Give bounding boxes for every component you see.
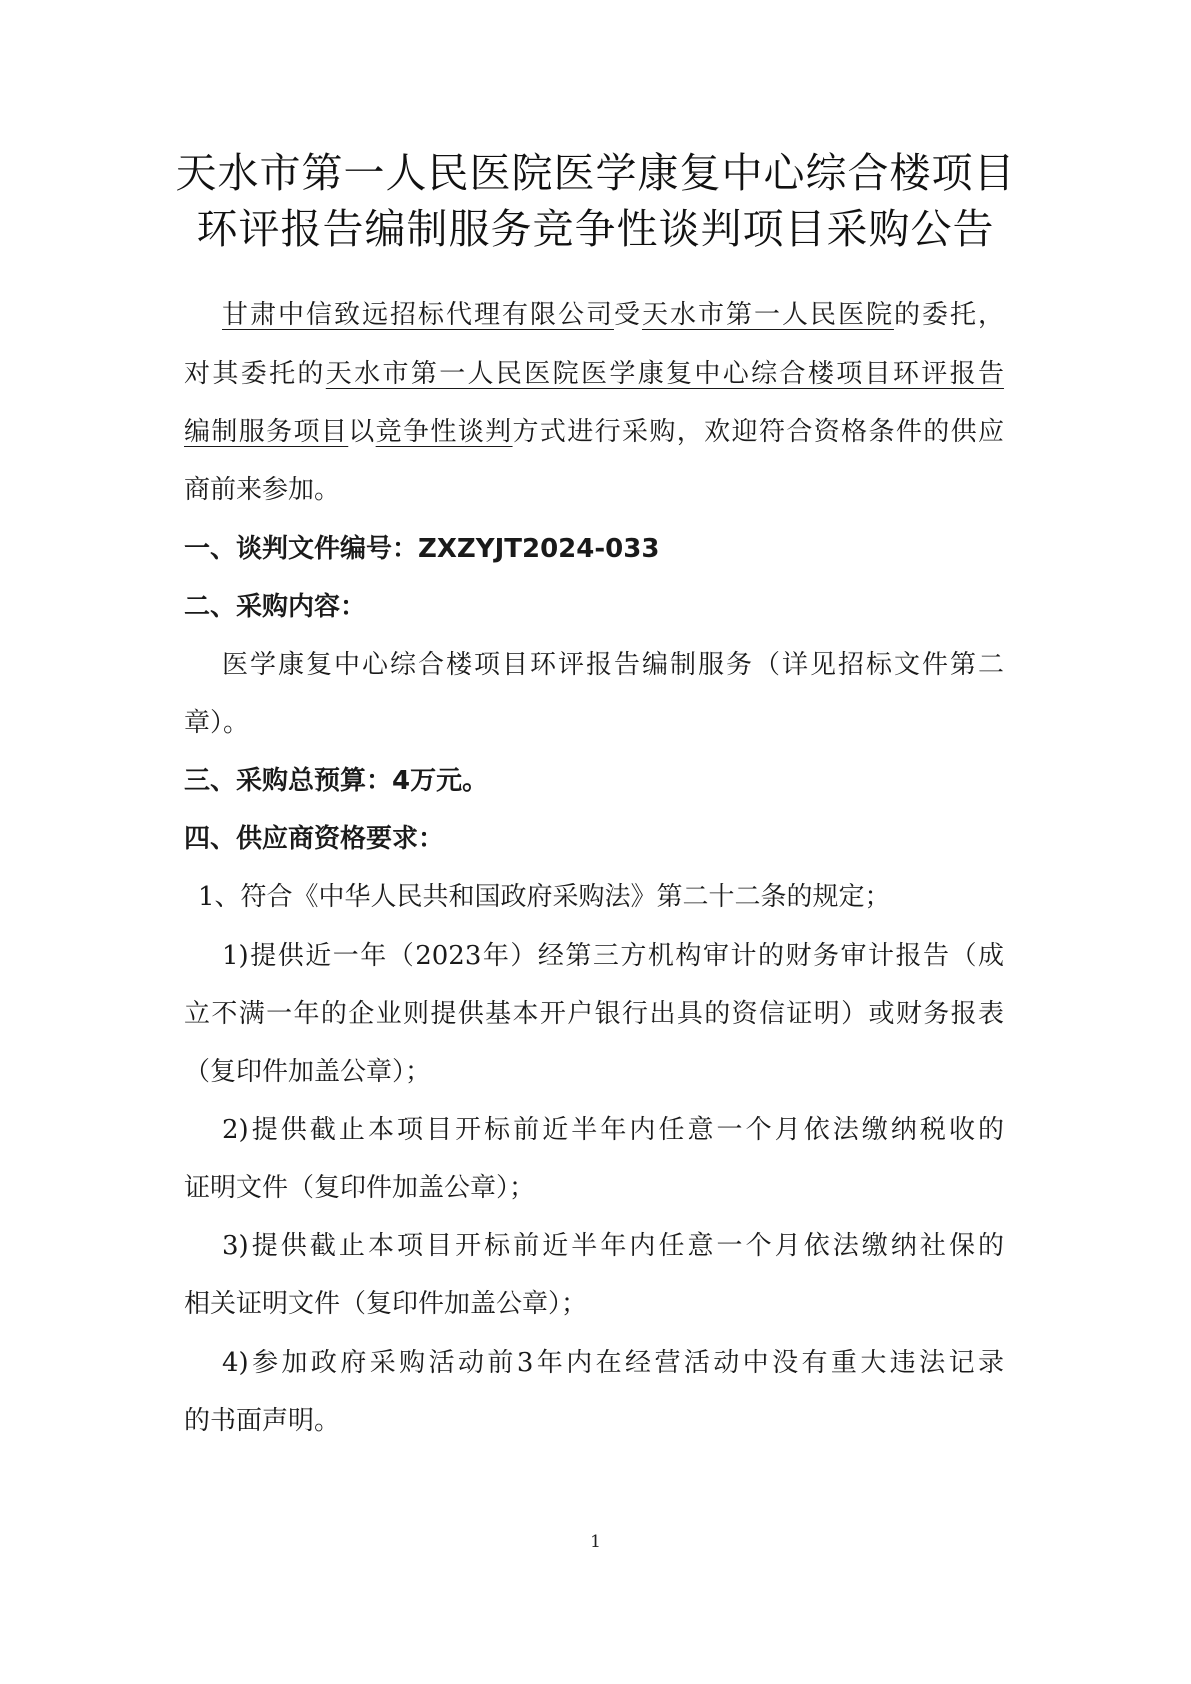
- section-2-text-line-1: 医学康复中心综合楼项目环评报告编制服务（详见招标文件第二: [222, 650, 1004, 680]
- document-code: ZXZYJT2024-033: [418, 534, 660, 564]
- page-title-line-1: 天水市第一人民医院医学康复中心综合楼项目: [175, 149, 1016, 197]
- requirement-1-sub-2-line-1: 2)提供截止本项目开标前近半年内任意一个月依法缴纳税收的: [222, 1115, 1004, 1145]
- intro-line-4: 商前来参加。: [184, 475, 341, 505]
- page-title-line-2: 环评报告编制服务竞争性谈判项目采购公告: [196, 205, 995, 253]
- intro-line-2: 对其委托的天水市第一人民医院医学康复中心综合楼项目环评报告: [184, 359, 1004, 389]
- agent-name: 甘肃中信致远招标代理有限公司: [222, 300, 614, 330]
- intro-line-3: 编制服务项目以竞争性谈判方式进行采购，欢迎符合资格条件的供应: [184, 417, 1004, 447]
- requirement-1-sub-1-line-2: 立不满一年的企业则提供基本开户银行出具的资信证明）或财务报表: [184, 999, 1004, 1029]
- requirement-1-sub-4-line-1: 4)参加政府采购活动前3年内在经营活动中没有重大违法记录: [222, 1348, 1004, 1378]
- section-1-heading: 一、谈判文件编号：ZXZYJT2024-033: [184, 534, 660, 564]
- section-2-text-line-2: 章）。: [184, 708, 250, 738]
- project-name-part-1: 天水市第一人民医院医学康复中心综合楼项目环评报告: [325, 359, 1004, 389]
- requirement-1: 1、符合《中华人民共和国政府采购法》第二十二条的规定；: [198, 882, 891, 912]
- section-3-heading: 三、采购总预算：4万元。: [184, 766, 489, 796]
- purchaser-name: 天水市第一人民医院: [641, 300, 894, 330]
- project-name-part-2: 编制服务项目: [184, 417, 349, 447]
- requirement-1-sub-1-line-1: 1)提供近一年（2023年）经第三方机构审计的财务审计报告（成: [222, 941, 1004, 971]
- requirement-1-sub-2-line-2: 证明文件（复印件加盖公章）；: [184, 1173, 536, 1203]
- section-2-heading: 二、采购内容：: [184, 592, 367, 622]
- requirement-1-sub-1-line-3: （复印件加盖公章）；: [184, 1057, 432, 1087]
- section-4-heading: 四、供应商资格要求：: [184, 824, 445, 854]
- page-number: 1: [590, 1532, 601, 1552]
- requirement-1-sub-3-line-1: 3)提供截止本项目开标前近半年内任意一个月依法缴纳社保的: [222, 1231, 1004, 1261]
- requirement-1-sub-4-line-2: 的书面声明。: [184, 1406, 341, 1436]
- intro-line-1: 甘肃中信致远招标代理有限公司受天水市第一人民医院的委托，: [222, 300, 1004, 330]
- procurement-method: 竞争性谈判: [375, 417, 513, 447]
- requirement-1-sub-3-line-2: 相关证明文件（复印件加盖公章）；: [184, 1289, 588, 1319]
